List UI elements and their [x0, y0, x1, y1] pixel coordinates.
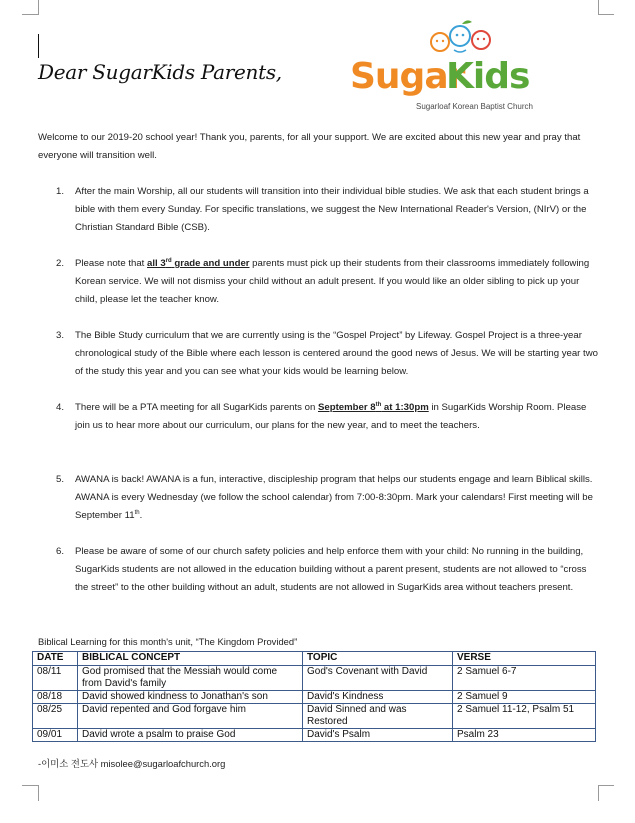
- list-text: The Bible Study curriculum that we are currently using is the “Gospel Project” by Lifeway. Gospel Project is a three-year chronological study of the Bible where each lesson is centered around the good news of Jesus. We will be starting year two of the study this year and you can see what your kids would be learning below.: [75, 330, 598, 377]
- emphasis-text: [147, 258, 250, 269]
- superscript: th: [134, 509, 140, 516]
- list-number: 6.: [56, 546, 65, 557]
- corner-mark-br-v: [598, 785, 599, 801]
- corner-mark-tr-v: [598, 0, 599, 15]
- list-text: After the main Worship, all our students will transition into their individual bible studies. We ask that each student brings a bible with them every Sunday. For specific translations, we suggest the New International Reader's Version, (NIrV) or the Christian Standard Bible (CSB).: [75, 186, 589, 233]
- list-text: [75, 399, 601, 435]
- text-run: There will be a PTA meeting for all SugarKids parents on: [75, 402, 318, 413]
- table-row: [33, 666, 596, 691]
- table-cell: God promised that the Messiah would come from David's family: [78, 666, 303, 691]
- table-cell: 09/01: [33, 729, 78, 742]
- text-run: AWANA is back! AWANA is a fun, interactive, discipleship program that helps our students engage and learn Biblical skills. AWANA is every Wednesday (we follow the school calendar) from 7:00-8:30pm. Mark your calendars! First meeting will be September 11: [75, 474, 593, 521]
- superscript: th: [375, 401, 382, 408]
- emphasis-text: [318, 402, 429, 413]
- corner-mark-tl-h: [22, 14, 38, 15]
- table-cell: 2 Samuel 9: [453, 691, 596, 704]
- table-cell: 08/18: [33, 691, 78, 704]
- table-header-row: [33, 652, 596, 666]
- column-header-date: DATE: [33, 652, 78, 666]
- column-header-topic: TOPIC: [303, 652, 453, 666]
- text-run: all 3: [147, 258, 166, 269]
- text-run: in SugarKids Worship Room. Please join us to hear more about our curriculum, our plans for the new year, and to meet the teachers.: [75, 402, 587, 431]
- curriculum-table: [32, 651, 596, 742]
- table-cell: Psalm 23: [453, 729, 596, 742]
- table-caption: Biblical Learning for this month's unit, “The Kingdom Provided”: [38, 636, 298, 647]
- children-faces-icon: [426, 20, 516, 60]
- table-row: [33, 729, 596, 742]
- table-row: [33, 704, 596, 729]
- sugarkids-logo: [350, 20, 540, 115]
- table-cell: David's Kindness: [303, 691, 453, 704]
- table-cell: 08/25: [33, 704, 78, 729]
- list-number: 2.: [56, 258, 65, 269]
- list-text: Please be aware of some of our church safety policies and help enforce them with your child: No running in the building, SugarKids students are not allowed in the education building without a parent present, students are not allowed to “cross the street” to the other building without an adult, students are not allowed in SugarKids area without teachers present.: [75, 546, 587, 593]
- table-cell: David's Psalm: [303, 729, 453, 742]
- table-cell: 2 Samuel 6-7: [453, 666, 596, 691]
- text-run: parents must pick up their students from their classrooms immediately following Korean service. We will not dismiss your child without an adult present. If you would like an older sibling to pick up your child, please let the teacher know.: [75, 258, 590, 305]
- list-number: 4.: [56, 402, 65, 413]
- table-cell: David repented and God forgave him: [78, 704, 303, 729]
- intro-paragraph: Welcome to our 2019-20 school year! Thank you, parents, for all your support. We are excited about this new year and pray that everyone will transition well.: [38, 132, 581, 161]
- logo-word-kids: Kids: [446, 56, 530, 97]
- corner-mark-bl-v: [38, 785, 39, 801]
- corner-mark-tl-v: [38, 0, 39, 15]
- column-header-concept: BIBLICAL CONCEPT: [78, 652, 303, 666]
- superscript: rd: [165, 257, 172, 264]
- text-run: grade and under: [171, 258, 250, 269]
- corner-mark-tr-h: [598, 14, 614, 15]
- list-number: 1.: [56, 186, 65, 197]
- list-number: 3.: [56, 330, 65, 341]
- text-run: .: [139, 510, 143, 521]
- text-run: Please note that: [75, 258, 148, 269]
- list-text: [75, 471, 601, 525]
- list-number: 5.: [56, 474, 65, 485]
- table-cell: David showed kindness to Jonathan's son: [78, 691, 303, 704]
- list-text: [75, 255, 601, 309]
- table-cell: 08/11: [33, 666, 78, 691]
- table-row: [33, 691, 596, 704]
- table-cell: God's Covenant with David: [303, 666, 453, 691]
- table-cell: David Sinned and was Restored: [303, 704, 453, 729]
- text-run: at 1:30pm: [381, 402, 429, 413]
- table-cell: 2 Samuel 11-12, Psalm 51: [453, 704, 596, 729]
- corner-mark-bl-h: [22, 785, 38, 786]
- contact-footer: -이미소 전도사 misolee@sugarloafchurch.org: [38, 758, 226, 769]
- text-cursor: [38, 34, 39, 58]
- greeting: Dear SugarKids Parents,: [38, 60, 282, 84]
- corner-mark-br-h: [598, 785, 614, 786]
- text-run: September 8: [318, 402, 376, 413]
- table-cell: David wrote a psalm to praise God: [78, 729, 303, 742]
- column-header-verse: VERSE: [453, 652, 596, 666]
- logo-subtitle: Sugarloaf Korean Baptist Church: [416, 102, 533, 111]
- logo-word-sugar: Sugar: [350, 56, 465, 97]
